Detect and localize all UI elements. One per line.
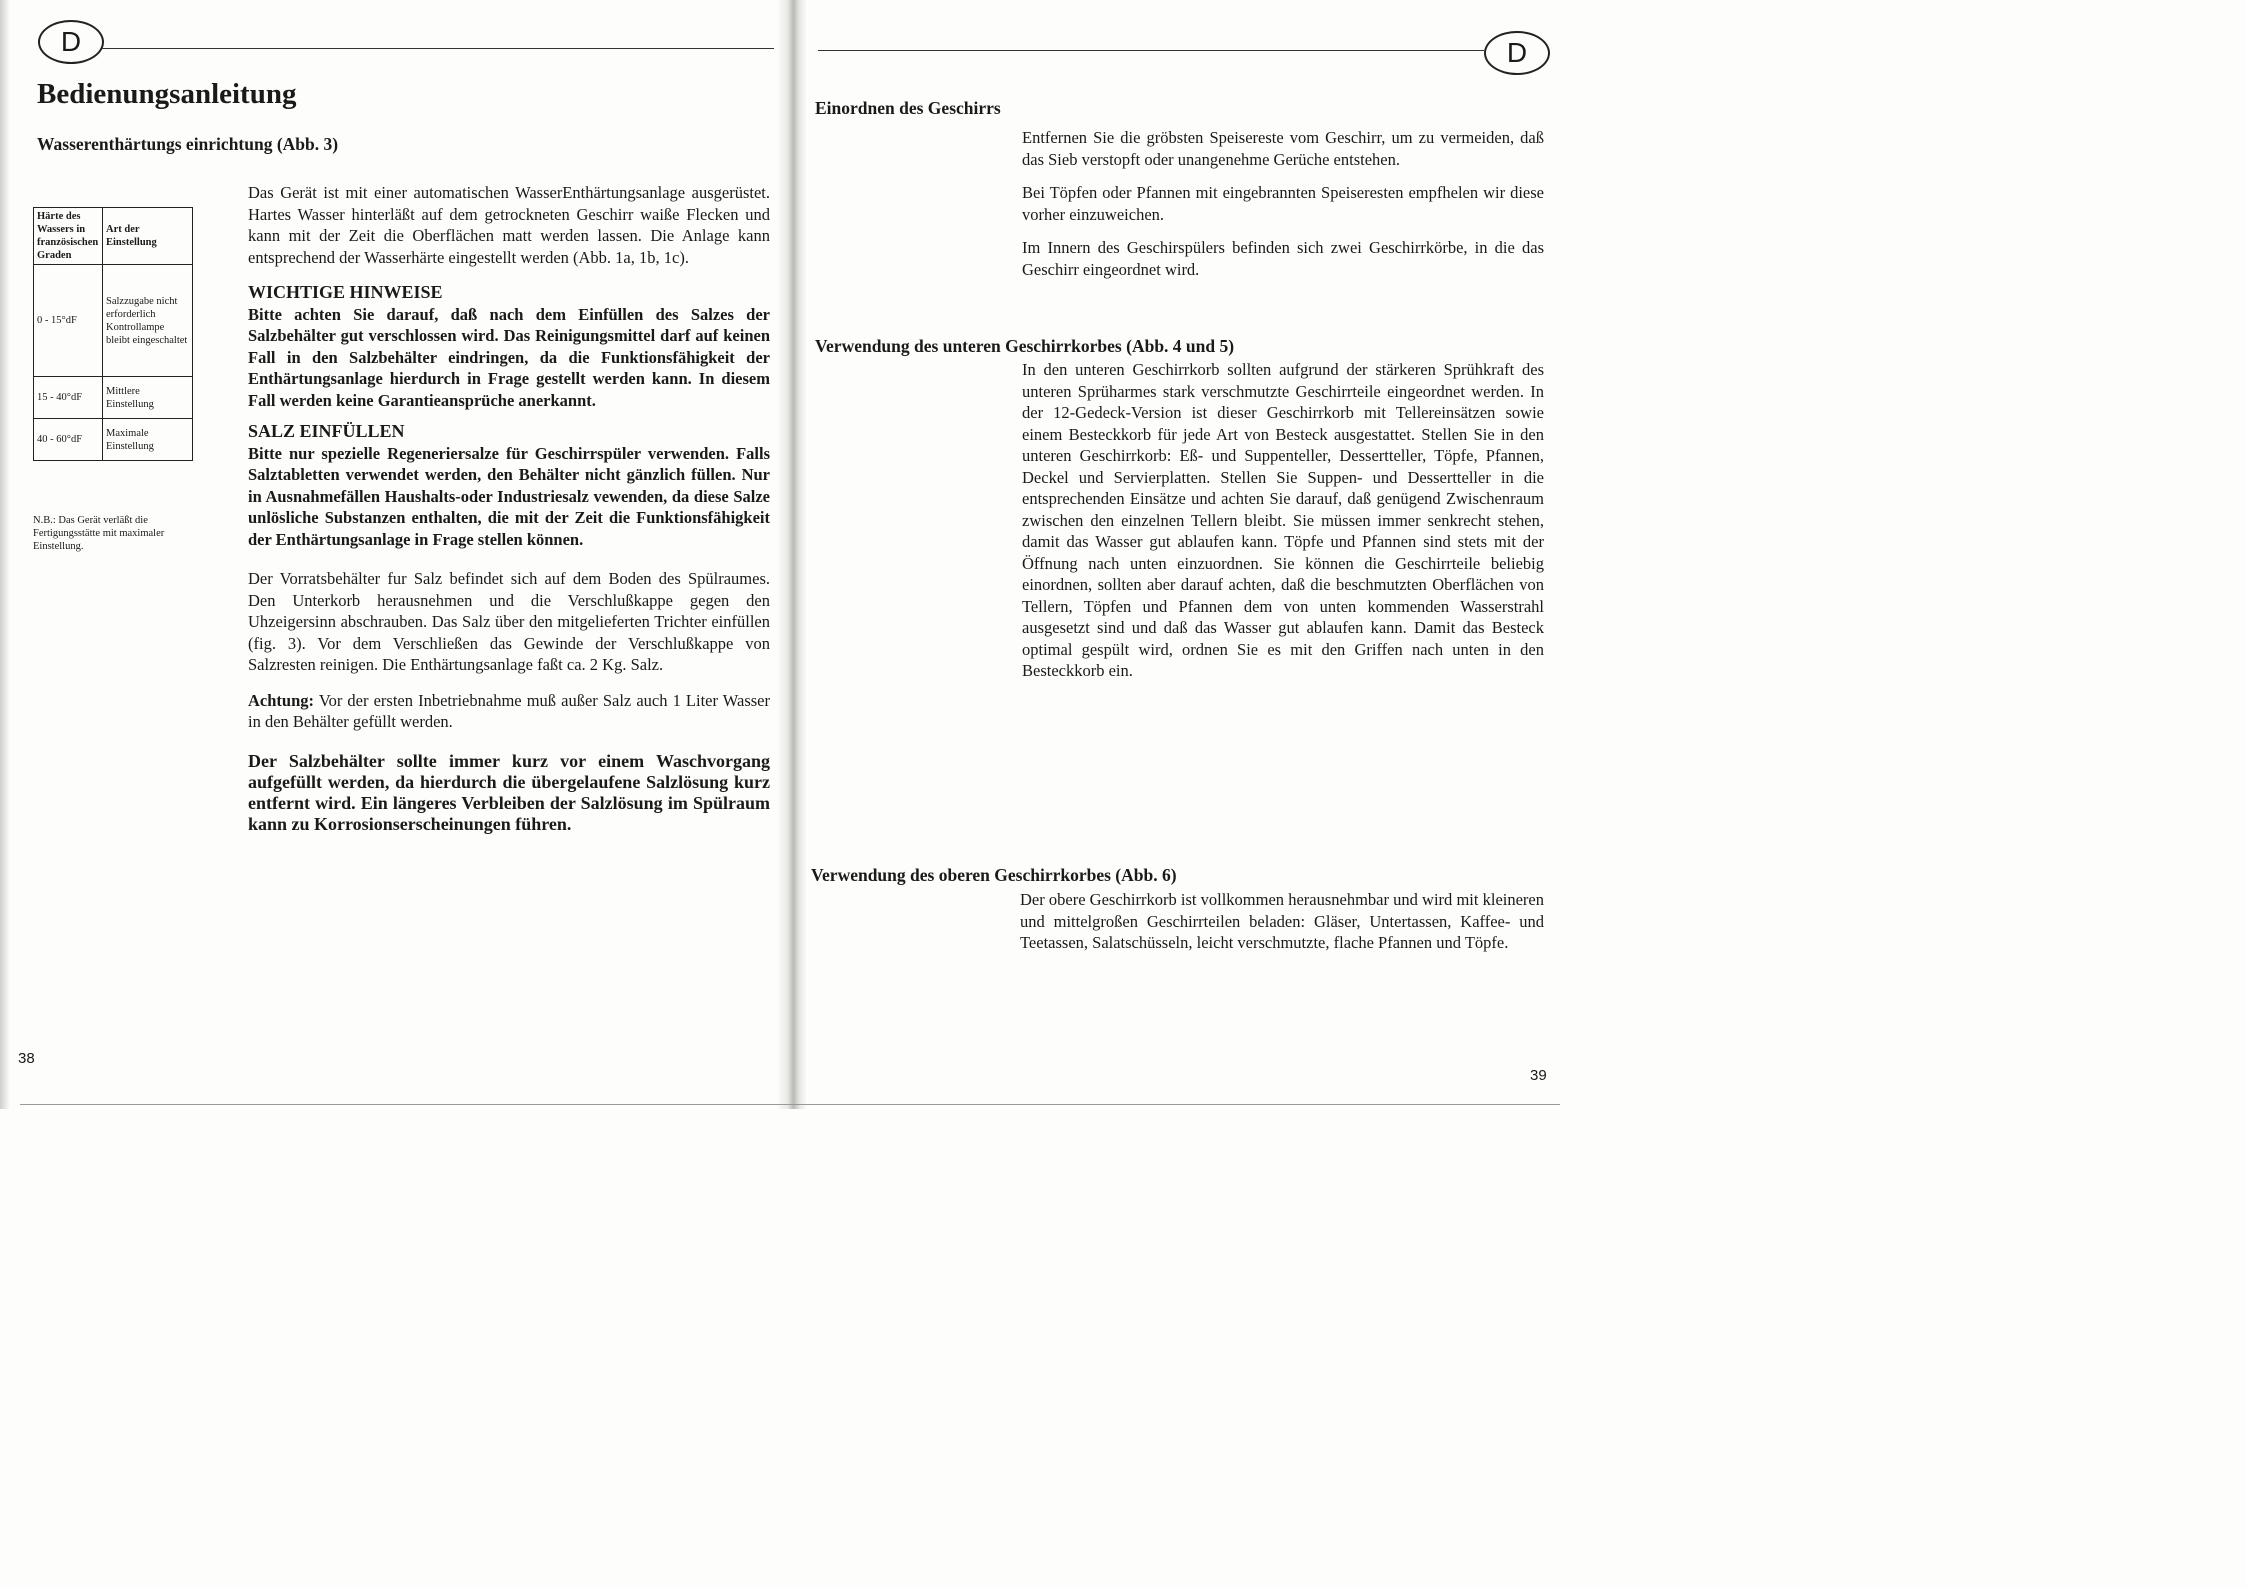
table-cell: 15 - 40°dF — [34, 377, 103, 419]
table-header-cell: Art der Einstellung — [103, 208, 193, 265]
loading-paragraph-1: Entfernen Sie die gröbsten Speisereste vom Geschirr, um zu vermeiden, daß das Sieb verstopft oder unangenehme Gerüche entstehen. — [1022, 128, 1544, 169]
page-number-left: 38 — [18, 1050, 35, 1067]
section-heading-lower-basket: Verwendung des unteren Geschirrkorbes (Abb. 4 und 5) — [815, 336, 1235, 356]
loading-paragraph-2: Bei Töpfen oder Pfannen mit eingebrannten Speiseresten empfhelen wir diese vorher einzuweichen. — [1022, 183, 1544, 224]
lower-basket-paragraph: In den unteren Geschirrkorb sollten aufgrund der stärkeren Sprühkraft des unteren Sprüharmes stark verschmutzte Geschirrteile eingeordnet werden. In der 12-Gedeck-Version ist dieser Geschirrkorb mit Tellereinsätzen sowie einem Besteckkorb für jede Art von Besteck ausgestattet. Stellen Sie in den unteren Geschirrkorb: Eß- und Suppenteller, Dessertteller, Töpfe, Pfannen, Deckel und Servierplatten. Stellen Sie Suppen- und Dessertteller in die entsprechenden Einsätze und achten Sie darauf, daß genügend Zwischenraum zwischen den einzelnen Tellern bleibt. Sie müssen immer senkrecht stehen, damit das Wasser gut ablaufen kann. Töpfe und Pfannen sind stets mit der Öffnung nach unten einzuordnen. Sie können die Geschirrteile beliebig einordnen, sollten aber darauf achten, daß die beschmutzten Oberflächen von Tellern, Töpfen und Pfannen dem von unten kommenden Wasserstrahl ausgesetzt sind und daß das Wasser gut ablaufen kann. Damit das Besteck optimal gespült wird, ordnen Sie es mit den Griffen nach unten in den Besteckkorb ein. — [1022, 360, 1544, 680]
table-cell: Maximale Einstellung — [103, 419, 193, 461]
table-cell: Mittlere Einstellung — [103, 377, 193, 419]
table-cell: 40 - 60°dF — [34, 419, 103, 461]
table-row — [34, 265, 193, 377]
table-cell: Salzzugabe nicht erforderlich Kontrollampe bleibt eingeschaltet — [103, 265, 193, 377]
water-hardness-table — [33, 207, 193, 461]
header-rule-right — [818, 50, 1484, 51]
section-heading-water-softener: Wasserenthärtungs einrichtung (Abb. 3) — [37, 134, 339, 154]
intro-paragraph: Das Gerät ist mit einer automatischen WasserEnthärtungsanlage ausgerüstet. Hartes Wasser hinterläßt auf dem getrockneten Geschirr waiße Flecken und kann mit der Zeit die Oberflächen matt werden lassen. Die Anlage kann entsprechend der Wasserhärte eingestellt werden (Abb. 1a, 1b, 1c). — [248, 183, 770, 267]
table-row — [34, 377, 193, 419]
salt-steps-paragraph: Der Vorratsbehälter fur Salz befindet sich auf dem Boden des Spülraumes. Den Unterkorb herausnehmen und die Verschlußkappe gegen den Uhzeigersinn abschrauben. Das Salz über den mitgelieferten Trichter einfüllen (fig. 3). Vor dem Verschließen das Gewinde der Verschlußkappe von Salzresten reinigen. Die Enthärtungsanlage faßt ca. 2 Kg. Salz. — [248, 569, 770, 674]
salt-paragraph: Bitte nur spezielle Regeneriersalze für Geschirrspüler verwenden. Falls Salztabletten verwendet werden, den Behälter nicht gänzlich füllen. Nur in Ausnahmefällen Haushalts-oder Industriesalz vewenden, da diese Salze unlösliche Substanzen enthalten, die mit der Zeit die Funktionsfähigkeit der Enthärtungsanlage in Frage stellen können. — [248, 443, 770, 549]
lower-basket-text-block — [1022, 359, 1544, 682]
table-header-row — [34, 208, 193, 265]
table-cell: 0 - 15°dF — [34, 265, 103, 377]
loading-text-block — [1022, 127, 1544, 280]
language-badge-left: D — [38, 20, 104, 64]
page-edge-shadow — [0, 0, 10, 1109]
attention-text: Vor der ersten Inbetriebnahme muß außer Salz auch 1 Liter Wasser in den Behälter gefüllt werden. — [248, 690, 770, 731]
section-heading-upper-basket: Verwendung des oberen Geschirrkorbes (Abb. 6) — [811, 865, 1177, 885]
warning-heading: WICHTIGE HINWEISE — [248, 282, 443, 302]
loading-paragraph-3: Im Innern des Geschirspülers befinden sich zwei Geschirrkörbe, in die das Geschirr eingeordnet wird. — [1022, 238, 1544, 279]
header-rule-left — [102, 48, 774, 49]
book-binding-gutter — [777, 0, 807, 1109]
attention-label: Achtung: — [248, 690, 315, 710]
upper-basket-paragraph: Der obere Geschirrkorb ist vollkommen herausnehmbar und wird mit kleineren und mittelgroßen Geschirrteilen beladen: Gläser, Untertassen, Kaffee- und Teetassen, Salatschüsseln, leicht verschmutzte, flache Pfannen und Töpfe. — [1020, 890, 1544, 952]
page-number-right: 39 — [1530, 1067, 1547, 1084]
bottom-page-edge — [20, 1104, 1560, 1105]
table-footnote: N.B.: Das Gerät verläßt die Fertigungsstätte mit maximaler Einstellung. — [33, 515, 165, 552]
warning-paragraph: Bitte achten Sie darauf, daß nach dem Einfüllen des Salzes der Salzbehälter gut verschlossen wird. Das Reinigungsmittel darf auf keinen Fall in den Salzbehälter eindringen, da die Funktionsfähigkeit der Enthärtungsanlage hierdurch in Frage gestellt werden kann. In diesem Fall werden keine Garantieansprüche anerkannt. — [248, 304, 770, 410]
section-heading-loading: Einordnen des Geschirrs — [815, 98, 1001, 118]
salt-heading: SALZ EINFÜLLEN — [248, 421, 405, 441]
table-row — [34, 419, 193, 461]
final-bold-paragraph: Der Salzbehälter sollte immer kurz vor einem Waschvorgang aufgefüllt werden, da hierdurch die übergelaufene Salzlösung kurz entfernt wird. Ein längeres Verbleiben der Salzlösung im Spülraum kann zu Korrosionserscheinungen führen. — [248, 750, 770, 834]
table-header-cell: Härte des Wassers in französischen Graden — [34, 208, 103, 265]
upper-basket-text-block — [1020, 889, 1544, 954]
language-badge-right: D — [1484, 31, 1550, 75]
attention-paragraph — [248, 690, 770, 733]
page-title: Bedienungsanleitung — [37, 78, 297, 110]
left-text-column — [248, 182, 770, 835]
